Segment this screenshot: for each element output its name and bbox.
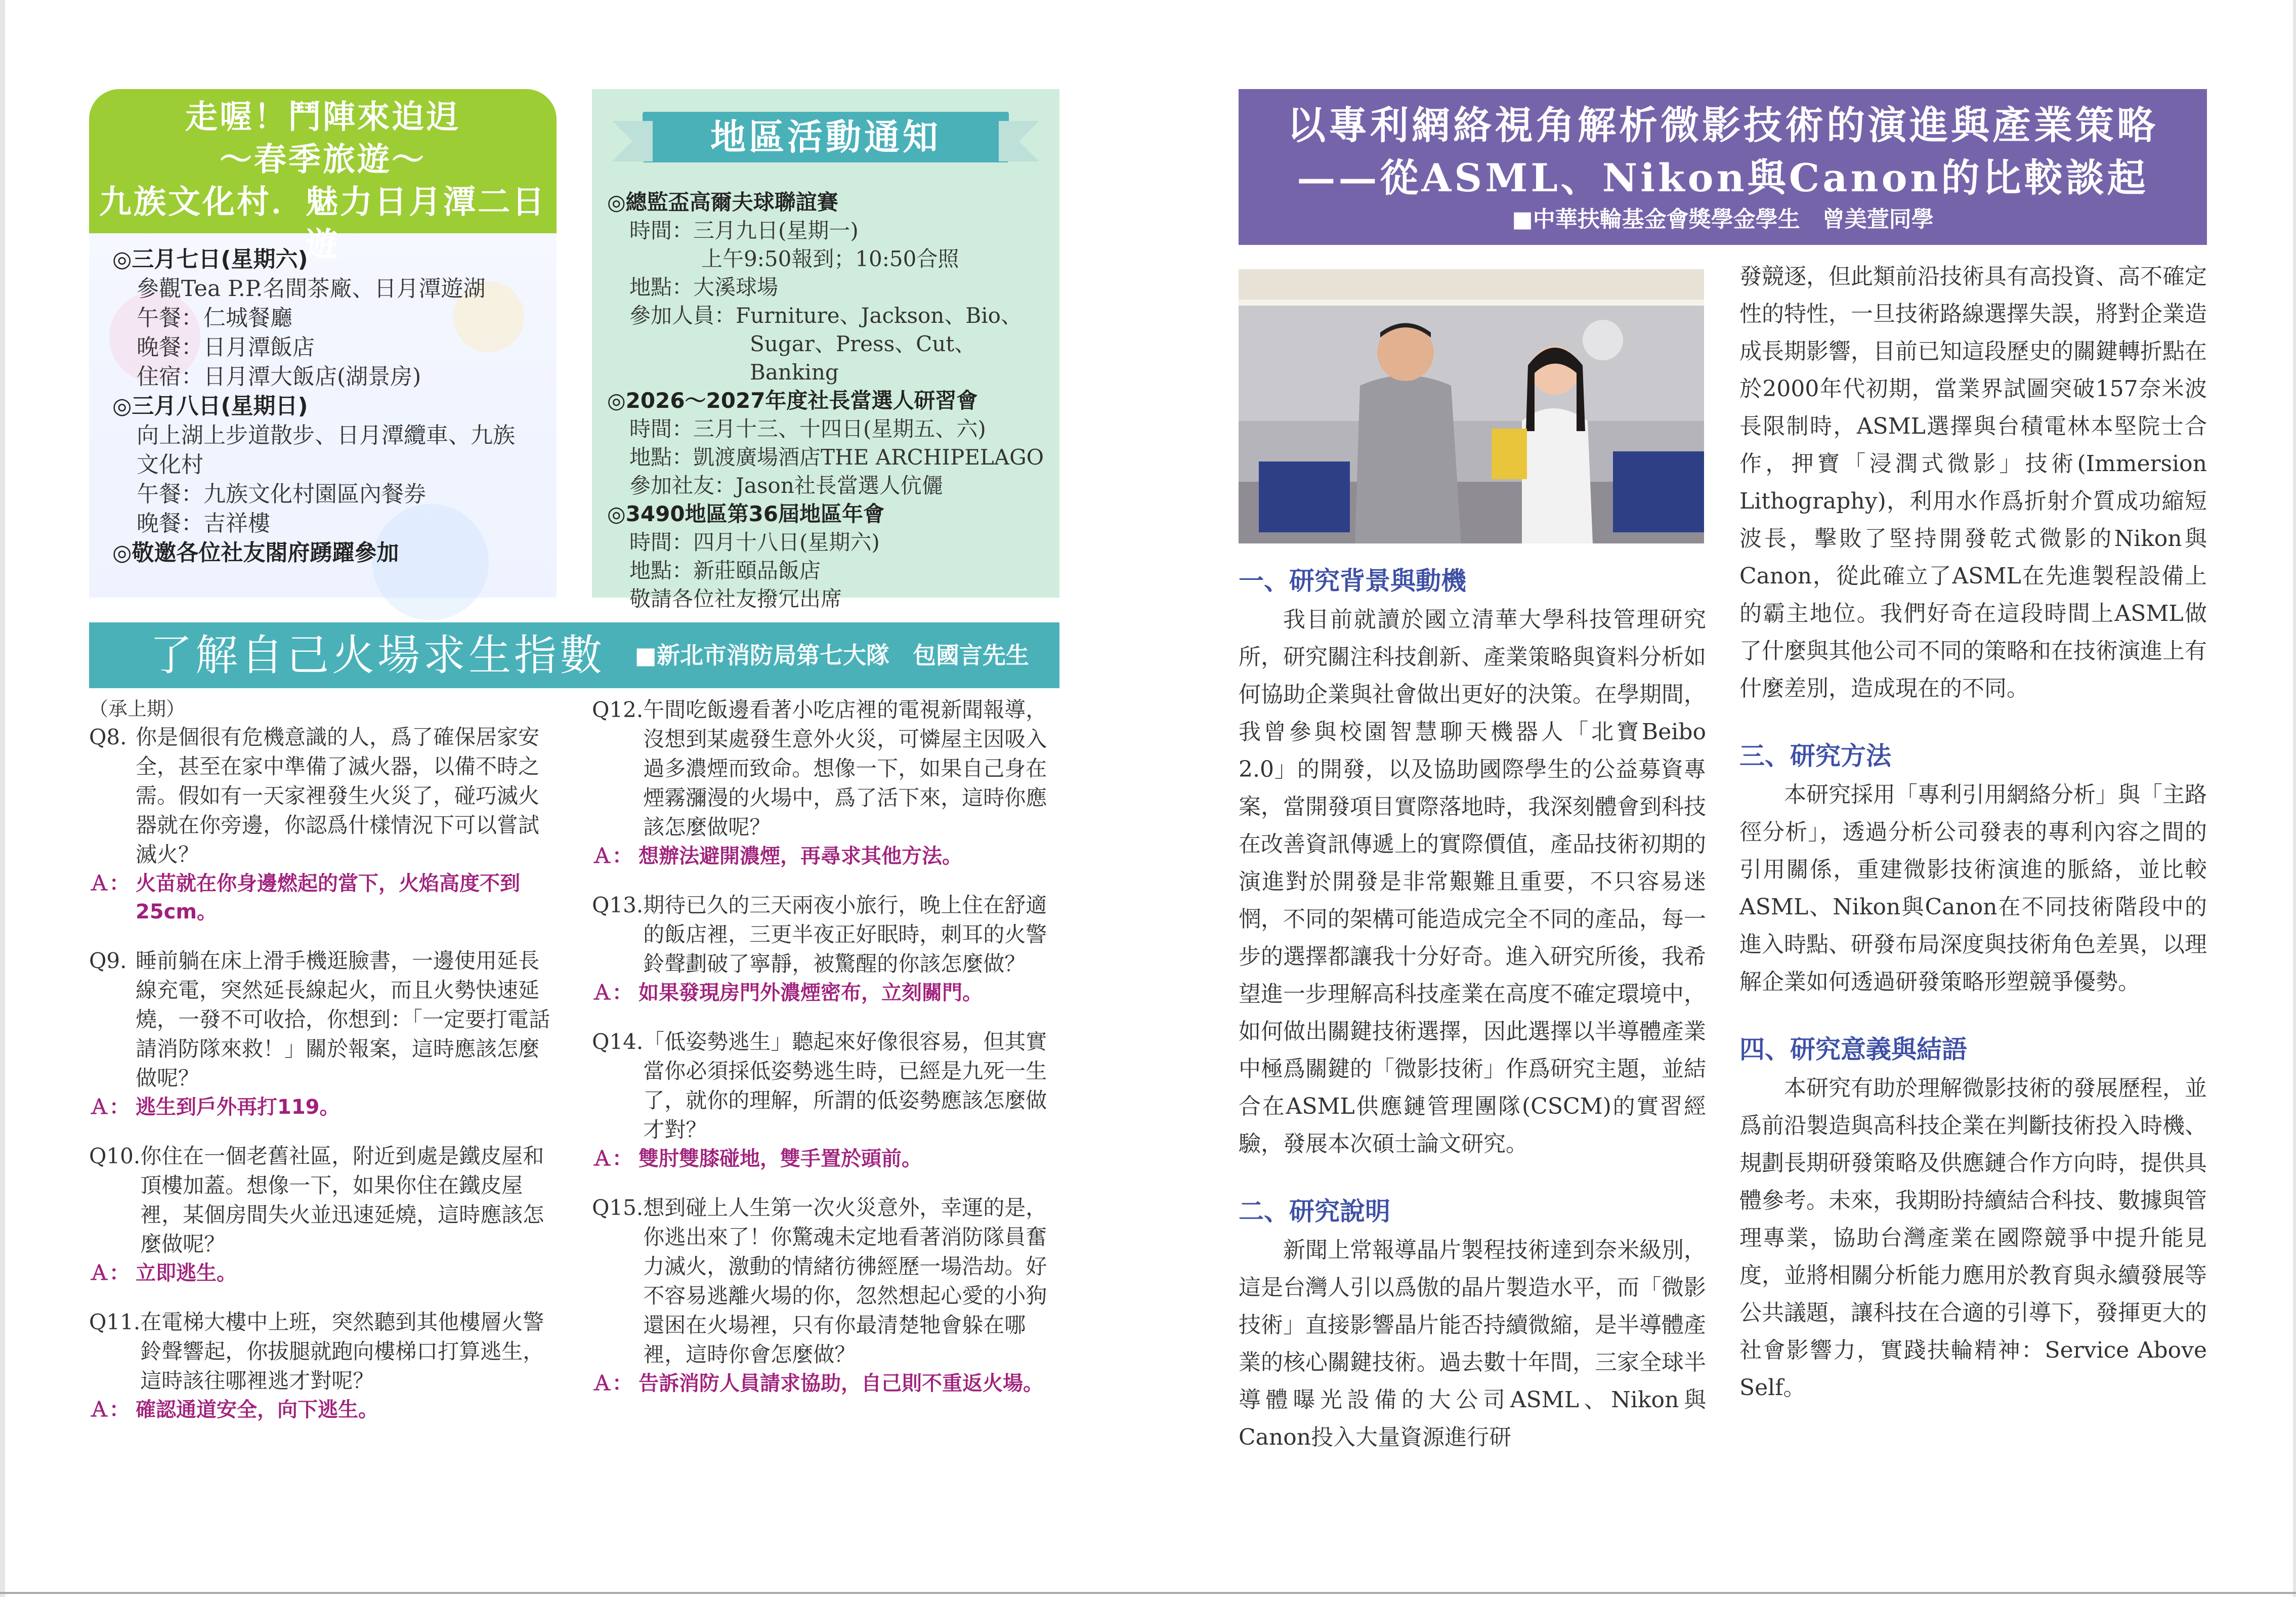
- fire-qa-column-left: [89, 695, 557, 1444]
- event-name: ◎2026～2027年度社長當選人研習會: [607, 388, 978, 413]
- qa-item: [89, 1142, 557, 1287]
- page-edge-left: [0, 0, 5, 1597]
- qa-item: [89, 723, 557, 926]
- fire-qa-column-right: [592, 695, 1059, 1418]
- event-line: 地點：大溪球場: [629, 275, 779, 300]
- question-text: 期待已久的三天兩夜小旅行，晚上住在舒適的飯店裡，三更半夜正好眠時，刺耳的火警鈴聲劃破了寧靜，被驚醒的你該怎麼做？: [643, 893, 1047, 976]
- tour-item: 文化村: [137, 452, 203, 478]
- event-line: 地點：新莊頤品飯店: [629, 558, 821, 583]
- question-number: Q9.: [89, 948, 127, 973]
- section-heading: 一、研究背景與動機: [1239, 566, 1466, 596]
- qa-item: [592, 891, 1059, 1007]
- event-line: 地點：凱渡廣場酒店THE ARCHIPELAGO: [629, 445, 1044, 470]
- answer-text: 告訴消防人員請求協助，自己則不重返火場。: [639, 1372, 1043, 1395]
- answer-prefix: Ａ：: [592, 1147, 632, 1170]
- section-text: 本研究有助於理解微影技術的發展歷程，並爲前沿製造與高科技企業在判斷技術投入時機、規劃長期研發策略及供應鏈合作方向時，提供具體參考。未來，我期盼持續結合科技、數據與管理專業，協助台灣產業在國際競爭中提升能見度，並將相關分析能力應用於教育與永續發展等公共議題，讓科技在合適的引導下，發揮更大的社會影響力，實踐扶輪精神：Service Above Self。: [1739, 1075, 2207, 1401]
- event-name: ◎總監盃高爾夫球聯誼賽: [607, 190, 838, 215]
- question-text: 你住在一個老舊社區，附近到處是鐵皮屋和頂樓加蓋。想像一下，如果你住在鐵皮屋裡，某個房間失火並迅速延燒，這時應該怎麼做呢？: [140, 1144, 544, 1256]
- section-text: 我目前就讀於國立清華大學科技管理研究所，研究關注科技創新、產業策略與資料分析如何協助企業與社會做出更好的決策。在學期間，我曾參與校園智慧聊天機器人「北寶Beibo 2.0」的開發，以及協助國際學生的公益募資專案，當開發項目實際落地時，我深刻體會到科技在改善資訊傳遞上的實際價值，產品技術初期的演進對於開發是非常艱難且重要，不只容易迷惘，不同的架構可能造成完全不同的產品，每一步的選擇都讓我十分好奇。進入研究所後，我希望進一步理解高科技產業在高度不確定環境中，如何做出關鍵技術選擇，因此選擇以半導體產業中極爲關鍵的「微影技術」作爲研究主題，並結合在ASML供應鏈管理團隊(CSCM)的實習經驗，發展本次碩士論文研究。: [1239, 607, 1706, 1157]
- section-heading: 二、研究說明: [1239, 1197, 1390, 1226]
- article-author: ■中華扶輪基金會獎學金學生 曾美萱同學: [1512, 206, 1934, 232]
- answer-text: 立即逃生。: [136, 1262, 237, 1285]
- question-text: 睡前躺在床上滑手機逛臉書，一邊使用延長線充電，突然延長線起火，而且火勢快速延燒，一發不可收拾，你想到：「一定要打電話請消防隊來救！」關於報案，這時應該怎麼做呢？: [136, 948, 550, 1090]
- event-line: 時間：三月十三、十四日(星期五、六): [629, 416, 986, 441]
- qa-item: [89, 946, 557, 1121]
- photo-illustration: [1239, 269, 1704, 543]
- tour-item: 晚餐：日月潭飯店: [137, 334, 315, 360]
- tour-title-line: 九族文化村．魅力日月潭二日遊: [99, 184, 546, 264]
- event-name: ◎3490地區第36屆地區年會: [607, 501, 884, 526]
- activity-title: 地區活動通知: [643, 112, 1009, 162]
- event-line: 敬請各位社友撥冗出席: [629, 586, 842, 611]
- article-photo: [1239, 269, 1704, 543]
- event-line: 時間：四月十八日(星期六): [629, 530, 880, 555]
- answer-prefix: Ａ：: [89, 1096, 130, 1119]
- tour-item: 午餐：仁城餐廳: [137, 305, 292, 331]
- answer-text: 如果發現房門外濃煙密布，立刻關門。: [639, 981, 983, 1004]
- tour-item: 向上湖上步道散步、日月潭纜車、九族: [137, 423, 515, 448]
- qa-item: [89, 1308, 557, 1424]
- question-text: 想到碰上人生第一次火災意外，幸運的是，你逃出來了！你驚魂未定地看著消防隊員奮力滅火，激動的情緒彷彿經歷一場浩劫。好不容易逃離火場的你，忽然想起心愛的小狗還困在火場裡，只有你最清楚牠會躲在哪裡，這時你會怎麼做？: [643, 1195, 1047, 1367]
- answer-prefix: Ａ：: [89, 1398, 130, 1421]
- tour-day-label: ◎三月八日(星期日): [112, 393, 308, 419]
- qa-item: [592, 1193, 1059, 1398]
- question-number: Q14.: [592, 1029, 644, 1054]
- question-text: 午間吃飯邊看著小吃店裡的電視新聞報導，沒想到某處發生意外火災，可憐屋主因吸入過多濃煙而致命。想像一下，如果自己身在煙霧瀰漫的火場中，爲了活下來，這時你應該怎麼做呢？: [643, 697, 1047, 839]
- district-activity-box: [592, 89, 1059, 611]
- spring-tour-box: [89, 89, 557, 598]
- question-number: Q12.: [592, 697, 644, 722]
- section-heading: 三、研究方法: [1739, 741, 1891, 771]
- tour-item: 午餐：九族文化村園區內餐券: [137, 481, 426, 507]
- question-text: 你是個很有危機意識的人，爲了確保居家安全，甚至在家中準備了滅火器，以備不時之需。假如有一天家裡發生火災了，碰巧滅火器就在你旁邊，你認爲什樣情況下可以嘗試滅火？: [136, 725, 540, 867]
- answer-text: 確認通道安全，向下逃生。: [136, 1398, 378, 1421]
- event-line: 上午9:50報到；10:50合照: [701, 246, 959, 271]
- answer-prefix: Ａ：: [592, 845, 632, 868]
- article-subtitle: ——從ASML、Nikon與Canon的比較談起: [1297, 155, 2149, 200]
- tour-itinerary: [112, 245, 547, 568]
- section-text: 本研究採用「專利引用網絡分析」與「主路徑分析」，透過分析公司發表的專利內容之間的引用關係，重建微影技術演進的脈絡，並比較ASML、Nikon與Canon在不同技術階段中的進入時點、研發布局深度與技術角色差異，以理解企業如何透過研發策略形塑競爭優勢。: [1739, 782, 2207, 995]
- qa-item: [592, 1027, 1059, 1173]
- answer-prefix: Ａ：: [592, 1372, 632, 1395]
- tour-day-label: ◎三月七日(星期六): [112, 246, 308, 272]
- event-line: 參加社友：Jason社長當選人伉儷: [629, 473, 943, 498]
- answer-text: 逃生到戶外再打119。: [136, 1096, 340, 1119]
- tour-title-line: 走喔！鬥陣來迫迌: [185, 99, 460, 136]
- event-line: 時間：三月九日(星期一): [629, 218, 859, 243]
- answer-prefix: Ａ：: [592, 981, 632, 1004]
- fire-section-author: ■新北市消防局第七大隊 包國言先生: [634, 642, 1029, 669]
- tour-item: 參觀Tea P.P.名間茶廠、日月潭遊湖: [137, 276, 486, 302]
- question-text: 「低姿勢逃生」聽起來好像很容易，但其實當你必須採低姿勢逃生時，已經是九死一生了，就你的理解，所謂的低姿勢應該怎麼做才對？: [643, 1029, 1047, 1142]
- tour-item: 住宿：日月潭大飯店(湖景房): [137, 364, 421, 390]
- tour-item: 晚餐：吉祥樓: [137, 511, 270, 536]
- article-header: [1239, 89, 2207, 245]
- section-heading: 四、研究意義與結語: [1739, 1035, 1967, 1064]
- section-text: 新聞上常報導晶片製程技術達到奈米級別，這是台灣人引以爲傲的晶片製造水平，而「微影技術」直接影響晶片能否持續微縮，是半導體產業的核心關鍵技術。過去數十年間，三家全球半導體曝光設備的大公司ASML、Nikon與Canon投入大量資源進行研: [1239, 1237, 1706, 1450]
- tour-title-line: ～春季旅遊～: [220, 141, 426, 179]
- event-line: Sugar、Press、Cut、Banking: [750, 331, 976, 385]
- question-number: Q8.: [89, 725, 127, 749]
- article-column-left: [1239, 561, 1706, 1456]
- activity-list: [607, 188, 1052, 613]
- question-text: 在電梯大樓中上班，突然聽到其他樓層火警鈴聲響起，你拔腿就跑向樓梯口打算逃生，這時該往哪裡逃才對呢？: [140, 1310, 544, 1393]
- continued-note: （承上期）: [89, 698, 186, 720]
- answer-text: 想辦法避開濃煙，再尋求其他方法。: [639, 845, 962, 868]
- page-edge-right: [2293, 0, 2296, 1597]
- answer-text: 雙肘雙膝碰地，雙手置於頭前。: [639, 1147, 922, 1170]
- page-bottom-rule: [0, 1592, 2296, 1594]
- question-number: Q10.: [89, 1144, 141, 1168]
- answer-prefix: Ａ：: [89, 1262, 130, 1285]
- section-text: 發競逐，但此類前沿技術具有高投資、高不確定性的特性，一旦技術路線選擇失誤，將對企業造成長期影響，目前已知這段歷史的關鍵轉折點在於2000年代初期，當業界試圖突破157奈米波長限制時，ASML選擇與台積電林本堅院士合作，押寶「浸潤式微影」技術(Immersion Lithography)，利用水作爲折射介質成功縮短波長，擊敗了堅持開發乾式微影的Nikon與Canon，從此確立了ASML在先進製程設備上的霸主地位。我們好奇在這段時間上ASML做了什麼與其他公司不同的策略和在技術演進上有什麼差別，造成現在的不同。: [1739, 264, 2207, 701]
- tour-invite: ◎敬邀各位社友閤府踴躍參加: [112, 540, 399, 566]
- question-number: Q13.: [592, 893, 644, 917]
- qa-item: [592, 695, 1059, 870]
- fire-section-title: 了解自己火場求生指數: [150, 631, 606, 680]
- answer-prefix: Ａ：: [89, 872, 130, 895]
- article-column-right: [1739, 258, 2207, 1407]
- fire-section-header: [89, 622, 1059, 688]
- event-line: 參加人員：Furniture、Jackson、Bio、: [629, 303, 1022, 328]
- answer-text: 火苗就在你身邊燃起的當下，火焰高度不到25cm。: [136, 872, 520, 923]
- article-title: 以專利網絡視角解析微影技術的演進與產業策略: [1287, 103, 2158, 148]
- question-number: Q15.: [592, 1195, 644, 1220]
- question-number: Q11.: [89, 1310, 141, 1334]
